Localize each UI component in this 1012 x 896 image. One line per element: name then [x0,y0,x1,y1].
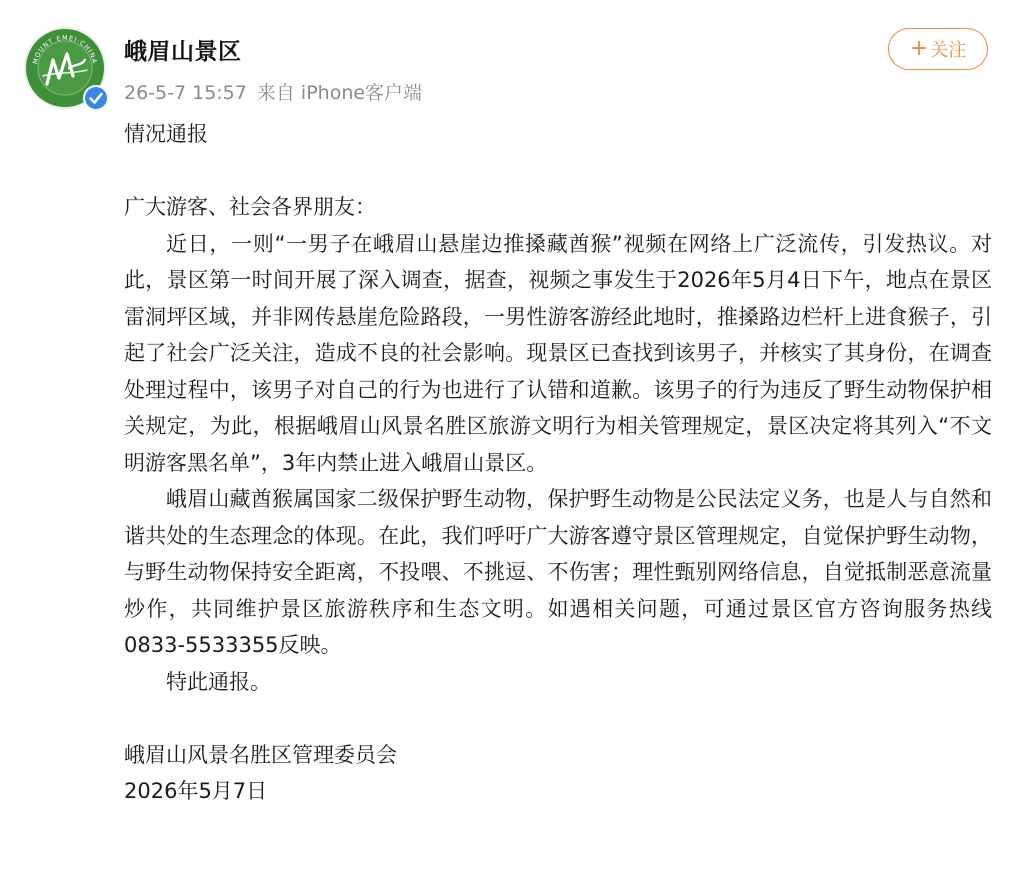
notice-title: 情况通报 [124,122,208,146]
post-meta [124,78,422,105]
notice-closing: 特此通报。 [166,669,271,694]
svg-text:MOUNT EMEI·CHINA: MOUNT EMEI·CHINA [31,33,99,66]
follow-label: 关注 [930,40,967,61]
notice-signature: 峨眉山风景名胜区管理委员会 [124,742,397,767]
spacer [124,700,992,737]
post-timestamp: 26-5-7 15:57 [124,82,247,104]
post-content [124,116,992,810]
notice-paragraph-2: 峨眉山藏酋猴属国家二级保护野生动物，保护野生动物是公民法定义务，也是人与自然和谐共处的生态理念的体现。在此，我们呼吁广大游客遵守景区管理规定，自觉保护野生动物，与野生动物保持安全距离，不投喂、不挑逗、不伤害；理性甄别网络信息，自觉抵制恶意流量炒作，共同维护景区旅游秩序和生态文明。如遇相关问题，可通过景区官方咨询服务热线0833-5533355反映。 [124,487,992,657]
notice-greeting: 广大游客、社会各界朋友： [124,195,376,219]
spacer [124,153,992,190]
follow-button[interactable] [888,28,988,70]
notice-date: 2026年5月7日 [124,779,268,803]
post-source: 来自 iPhone客户端 [256,82,423,104]
account-name[interactable]: 峨眉山景区 [124,39,242,65]
notice-paragraph-1: 近日，一则“一男子在峨眉山悬崖边推搡藏酋猴”视频在网络上广泛流传，引发热议。对此，景区第一时间开展了深入调查，据查，视频之事发生于2026年5月4日下午，地点在景区雷洞坪区域，并非网传悬崖危险路段，一男性游客游经此地时，推搡路边栏杆上进食猴子，引起了社会广泛关注，造成不良的社会影响。现景区已查找到该男子，并核实了其身份，在调查处理过程中，该男子对自己的行为也进行了认错和道歉。该男子的行为违反了野生动物保护相关规定，为此，根据峨眉山风景名胜区旅游文明行为相关管理规定，景区决定将其列入“不文明游客黑名单”，3年内禁止进入峨眉山景区。 [124,231,992,475]
verified-badge-icon [82,84,110,112]
plus-icon: + [909,36,929,61]
